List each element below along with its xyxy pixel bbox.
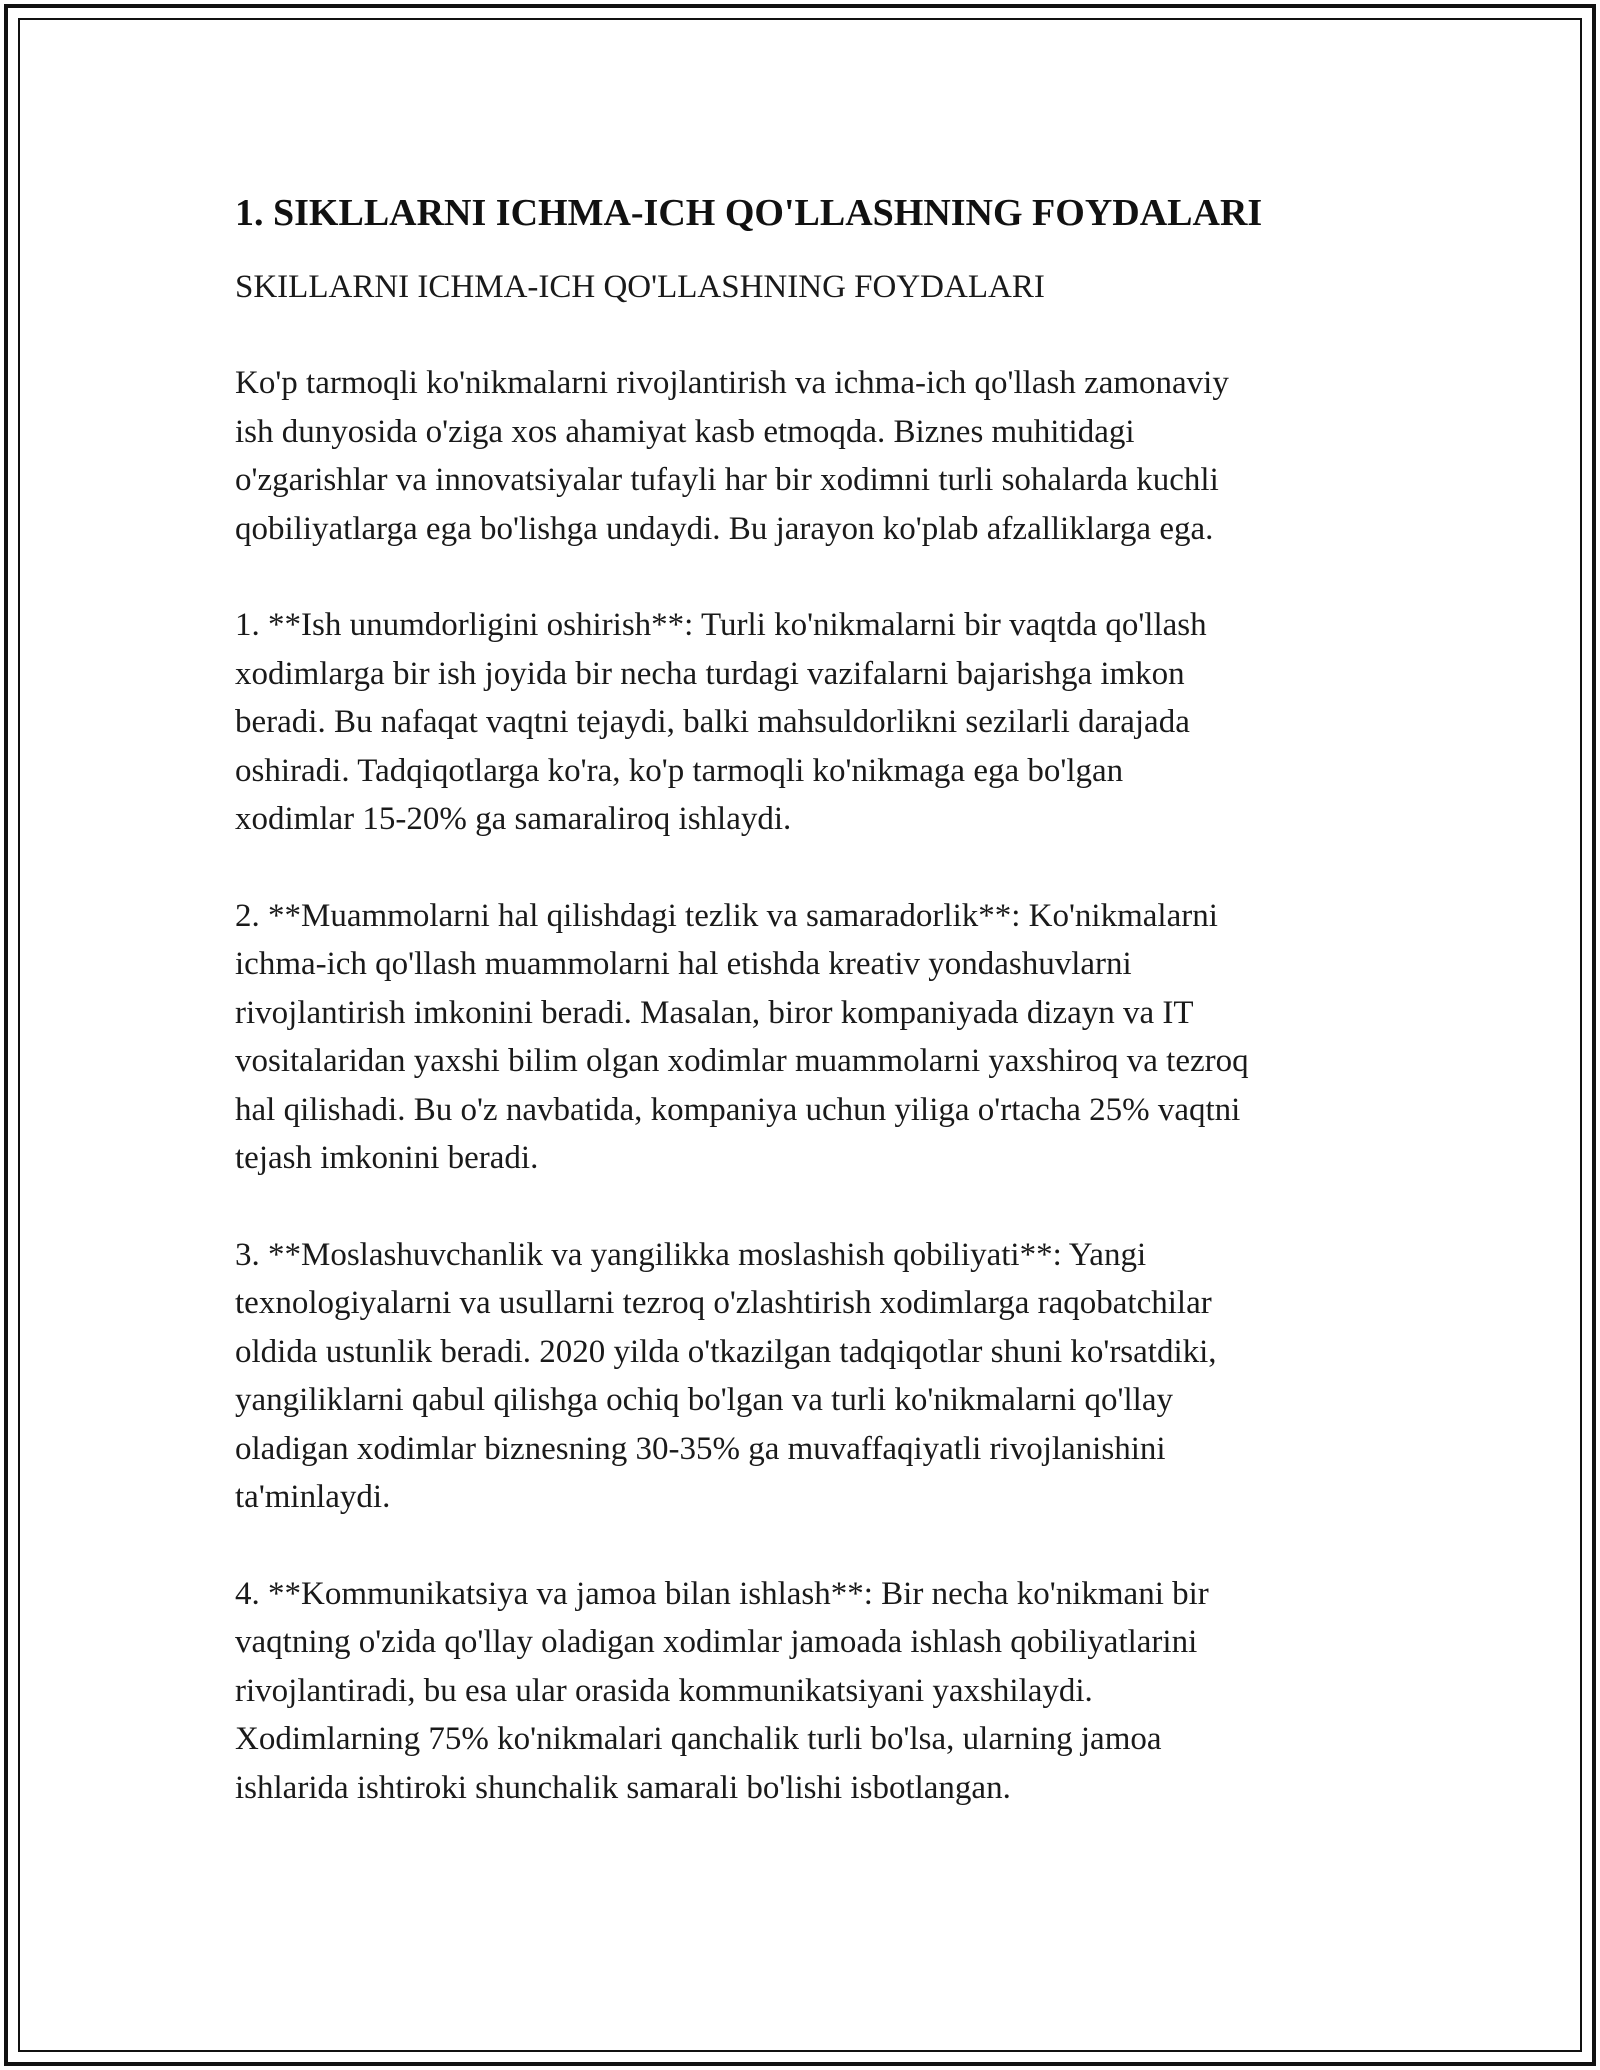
point-4-paragraph: 4. **Kommunikatsiya va jamoa bilan ishlash**: Bir necha ko'nikmani bir vaqtning o'zida qo'llay oladigan xodimlar jamoada ishlash qobiliyatlarini rivojlantiradi, bu esa ular orasida kommunikatsiyani yaxshilaydi. Xodimlarning 75% ko'nikmalari qanchalik turli bo'lsa, ularning jamoa ishlarida ishtiroki shunchalik samarali bo'lishi isbotlangan. [235, 1575, 1209, 1806]
point-3-paragraph: 3. **Moslashuvchanlik va yangilikka moslashish qobiliyati**: Yangi texnologiyalarni va usullarni tezroq o'zlashtirish xodimlarga raqobatchilar oldida ustunlik beradi. 2020 yilda o'tkazilgan tadqiqotlar shuni ko'rsatdiki, yangiliklarni qabul qilishga ochiq bo'lgan va turli ko'nikmalarni qo'llay oladigan xodimlar biznesning 30-35% ga muvaffaqiyatli rivojlanishini ta'minlaydi. [235, 1236, 1217, 1515]
document-body [235, 185, 1375, 1812]
point-2-paragraph: 2. **Muammolarni hal qilishdagi tezlik va samaradorlik**: Ko'nikmalarni ichma-ich qo'llash muammolarni hal etishda kreativ yondashuvlarni rivojlantirish imkonini beradi. Masalan, biror kompaniyada dizayn va IT vositalaridan yaxshi bilim olgan xodimlar muammolarni yaxshiroq va tezroq hal qilishadi. Bu o'z navbatida, kompaniya uchun yiliga o'rtacha 25% vaqtni tejash imkonini beradi. [235, 897, 1249, 1176]
document-heading: 1. SIKLLARNI ICHMA-ICH QO'LLASHNING FOYDALARI [235, 192, 1263, 234]
intro-paragraph: Ko'p tarmoqli ko'nikmalarni rivojlantirish va ichma-ich qo'llash zamonaviy ish dunyosida o'ziga xos ahamiyat kasb etmoqda. Biznes muhitidagi o'zgarishlar va innovatsiyalar tufayli har bir xodimni turli sohalarda kuchli qobiliyatlarga ega bo'lishga undaydi. Bu jarayon ko'plab afzalliklarga ega. [235, 365, 1229, 547]
document-subheading: SKILLARNI ICHMA-ICH QO'LLASHNING FOYDALARI [235, 269, 1045, 305]
point-1-paragraph: 1. **Ish unumdorligini oshirish**: Turli ko'nikmalarni bir vaqtda qo'llash xodimlarga bir ish joyida bir necha turdagi vazifalarni bajarishga imkon beradi. Bu nafaqat vaqtni tejaydi, balki mahsuldorlikni sezilarli darajada oshiradi. Tadqiqotlarga ko'ra, ko'p tarmoqli ko'nikmaga ega bo'lgan xodimlar 15-20% ga samaraliroq ishlaydi. [235, 607, 1207, 837]
